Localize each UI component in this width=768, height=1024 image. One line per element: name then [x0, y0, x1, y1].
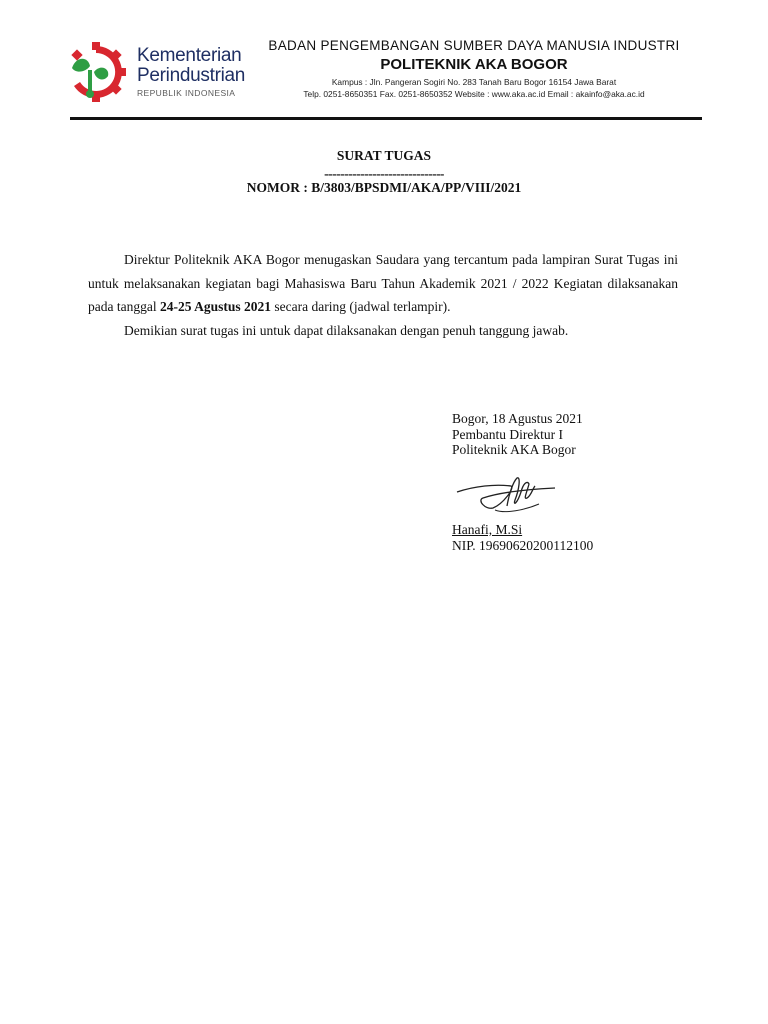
- event-date: 24-25 Agustus 2021: [159, 299, 272, 314]
- signer-position: Pembantu Direktur I: [452, 426, 563, 442]
- institution-address: Kampus : Jln. Pangeran Sogiri No. 283 Tanah Baru Bogor 16154 Jawa Barat: [331, 77, 617, 87]
- body-text: Direktur Politeknik AKA Bogor menugaskan Saudara yang tercantum pada lampiran Surat Tugas ini untuk melaksanakan kegiatan bagi Mahasiswa Baru Tahun Akademik 2021 / 2022 Kegiatan dilaksanakan pada tanggal: [88, 252, 678, 314]
- place-date: Bogor, 18 Agustus 2021: [452, 411, 583, 426]
- handwritten-signature: [455, 470, 565, 520]
- signer-nip: NIP. 19690620200112100: [452, 537, 594, 553]
- institution-contact: Telp. 0251-8650351 Fax. 0251-8650352 Website : www.aka.ac.id Email : akainfo@aka.ac.id: [303, 89, 645, 99]
- letter-title: SURAT TUGAS: [336, 148, 432, 163]
- letter-number: NOMOR : B/3803/BPSDMI/AKA/PP/VIII/2021: [246, 180, 522, 195]
- body-paragraph-1: [88, 248, 678, 319]
- title-underline-dashes: ------------------------------: [324, 166, 444, 181]
- signer-institution: Politeknik AKA Bogor: [452, 442, 576, 457]
- ministry-country: REPUBLIK INDONESIA: [137, 88, 236, 98]
- letterhead-text: [250, 38, 698, 99]
- ministry-name-line2: Perindustrian: [137, 65, 246, 86]
- ministry-logo: [66, 42, 126, 102]
- letterhead-divider: [70, 117, 702, 120]
- letter-body: [88, 248, 678, 342]
- agency-name: BADAN PENGEMBANGAN SUMBER DAYA MANUSIA INDUSTRI: [268, 38, 680, 53]
- signer-name: Hanafi, M.Si: [452, 522, 523, 537]
- institution-name: POLITEKNIK AKA BOGOR: [380, 56, 568, 73]
- signature-block-bottom: [452, 522, 593, 553]
- body-text: secara daring (jadwal terlampir).: [271, 299, 451, 314]
- body-paragraph-2: Demikian surat tugas ini untuk dapat dilaksanakan dengan penuh tanggung jawab.: [124, 322, 569, 338]
- ministry-name-line1: Kementerian: [137, 45, 242, 66]
- ministry-wordmark: [137, 46, 245, 98]
- signature-block-top: [452, 411, 583, 458]
